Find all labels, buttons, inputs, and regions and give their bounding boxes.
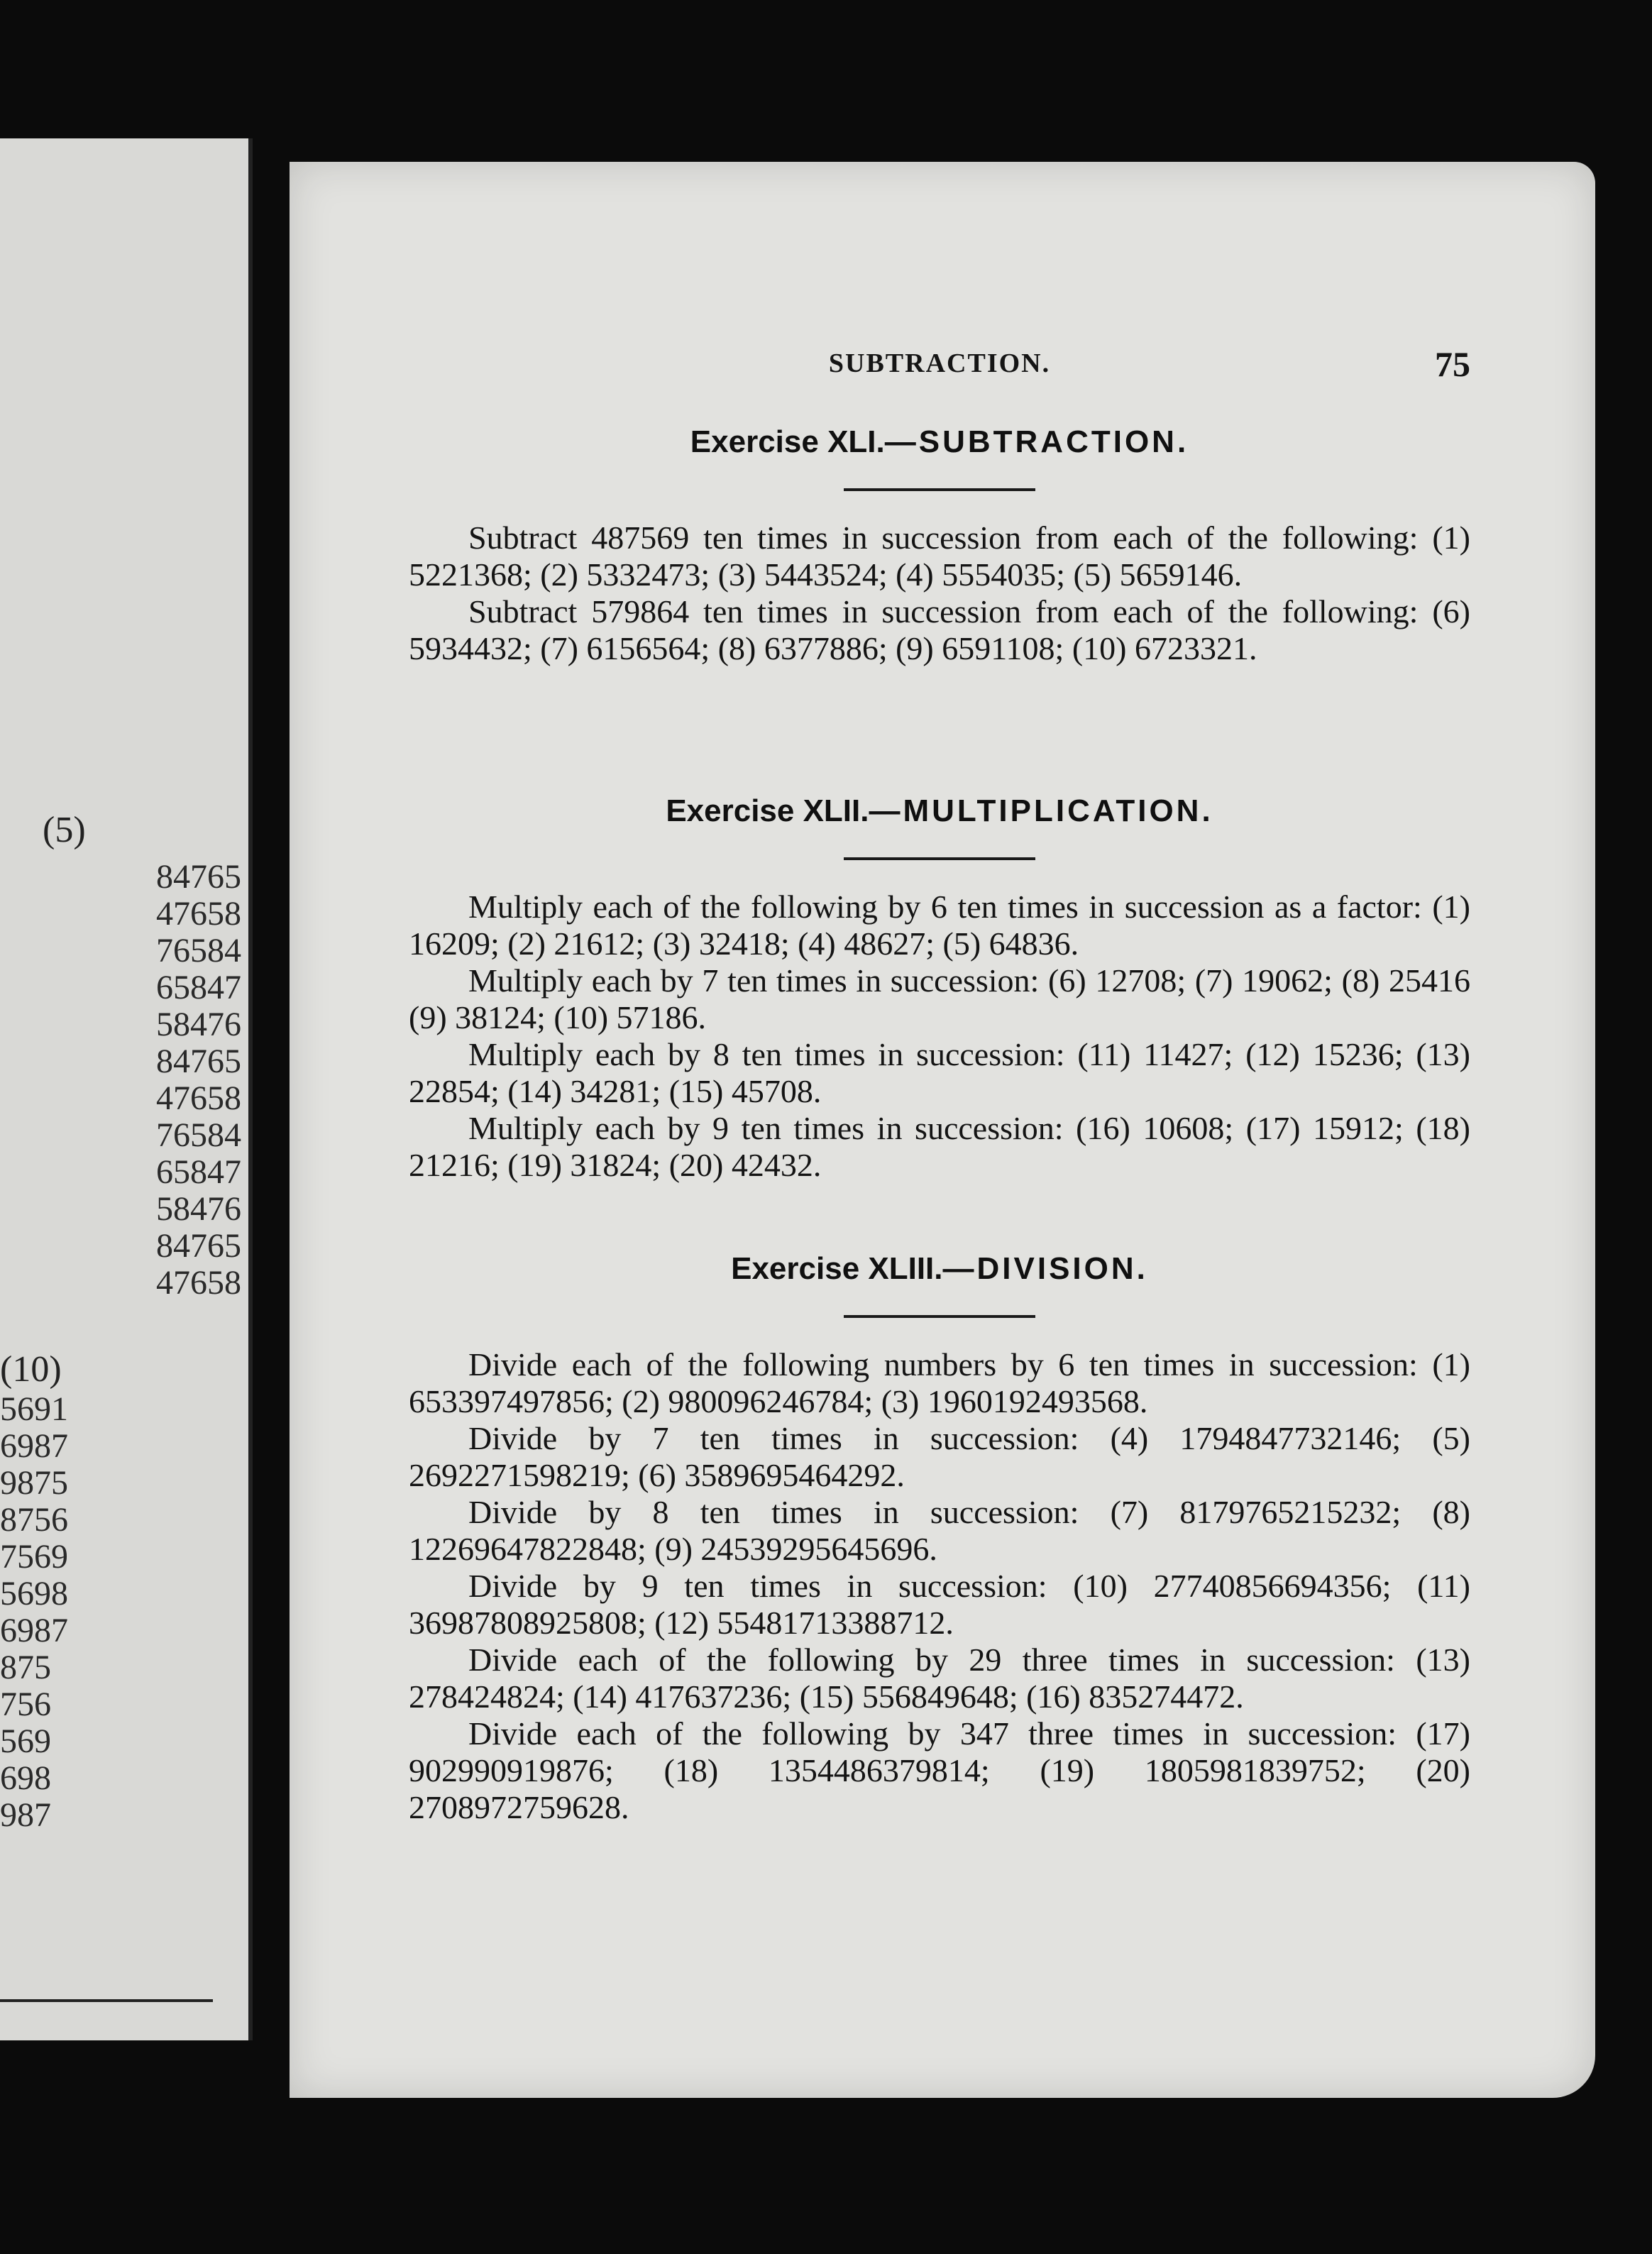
exercise-number: Exercise XLII. xyxy=(666,793,869,828)
exercise-topic: —MULTIPLICATION. xyxy=(869,793,1213,828)
column-value: 698 xyxy=(0,1759,51,1797)
exercise-title xyxy=(409,793,1470,829)
column-value: 65847 xyxy=(156,969,241,1006)
column-value: 9875 xyxy=(0,1464,68,1502)
exercise-number: Exercise XLI. xyxy=(690,424,885,459)
exercise-title xyxy=(409,1251,1470,1287)
exercise-paragraph: Multiply each by 7 ten times in succession: (6) 12708; (7) 19062; (8) 25416 (9) 38124; (10) 57186. xyxy=(409,962,1470,1035)
exercise-paragraph: Subtract 579864 ten times in succession from each of the following: (6) 5934432; (7) 6156564; (8) 6377886; (9) 6591108; (10) 6723321. xyxy=(409,593,1470,666)
column-rule xyxy=(0,1999,213,2002)
column-value: 84765 xyxy=(156,858,241,896)
running-title: SUBTRACTION. xyxy=(828,348,1051,378)
column-value: 84765 xyxy=(156,1043,241,1080)
exercise-title xyxy=(409,424,1470,460)
exercise-paragraph: Divide by 9 ten times in succession: (10) 27740856694356; (11) 36987808925808; (12) 55481713388712. xyxy=(409,1568,1470,1641)
column-value: 47658 xyxy=(156,895,241,933)
column-value: 58476 xyxy=(156,1006,241,1043)
exercise-paragraph: Subtract 487569 ten times in succession from each of the following: (1) 5221368; (2) 5332473; (3) 5443524; (4) 5554035; (5) 5659146. xyxy=(409,519,1470,593)
running-head xyxy=(409,344,1470,390)
column-label-5: (5) xyxy=(43,810,86,850)
column-value: 84765 xyxy=(156,1227,241,1265)
column-value: 6987 xyxy=(0,1427,68,1465)
exercise-paragraph: Multiply each by 8 ten times in succession: (11) 11427; (12) 15236; (13) 22854; (14) 34281; (15) 45708. xyxy=(409,1036,1470,1109)
exercise-body xyxy=(409,519,1470,667)
column-value: 65847 xyxy=(156,1153,241,1191)
exercise-body xyxy=(409,1346,1470,1826)
column-value: 5698 xyxy=(0,1575,68,1612)
number-column-bottom xyxy=(0,1391,241,1834)
book-page xyxy=(290,162,1595,2098)
exercise-paragraph: Divide each of the following by 347 three times in succession: (17) 902990919876; (18) 1354486379814; (19) 1805981839752; (20) 2708972759628. xyxy=(409,1715,1470,1825)
page-number: 75 xyxy=(1435,344,1470,384)
exercise-paragraph: Divide each of the following numbers by 6 ten times in succession: (1) 653397497856; (2) 980096246784; (3) 1960192493568. xyxy=(409,1346,1470,1419)
column-value: 756 xyxy=(0,1686,51,1723)
column-value: 987 xyxy=(0,1796,51,1834)
exercise-topic: —DIVISION. xyxy=(942,1251,1148,1286)
exercise-paragraph: Divide by 7 ten times in succession: (4) 1794847732146; (5) 2692271598219; (6) 3589695464292. xyxy=(409,1420,1470,1493)
column-value: 76584 xyxy=(156,932,241,969)
column-value: 47658 xyxy=(156,1264,241,1302)
column-value: 58476 xyxy=(156,1190,241,1228)
column-value: 76584 xyxy=(156,1116,241,1154)
title-rule xyxy=(844,857,1035,860)
exercise-topic: —SUBTRACTION. xyxy=(884,424,1189,459)
column-value: 875 xyxy=(0,1649,51,1686)
column-value: 6987 xyxy=(0,1612,68,1649)
exercise-paragraph: Divide each of the following by 29 three times in succession: (13) 278424824; (14) 417637236; (15) 556849648; (16) 835274472. xyxy=(409,1642,1470,1715)
exercise-paragraph: Multiply each of the following by 6 ten times in succession as a factor: (1) 16209; (2) 21612; (3) 32418; (4) 48627; (5) 64836. xyxy=(409,889,1470,962)
column-value: 5691 xyxy=(0,1390,68,1428)
exercise-number: Exercise XLIII. xyxy=(731,1251,943,1286)
column-value: 8756 xyxy=(0,1501,68,1539)
title-rule xyxy=(844,488,1035,491)
column-value: 569 xyxy=(0,1722,51,1760)
exercise-paragraph: Divide by 8 ten times in succession: (7) 8179765215232; (8) 12269647822848; (9) 24539295645696. xyxy=(409,1494,1470,1567)
title-rule xyxy=(844,1315,1035,1318)
column-value: 7569 xyxy=(0,1538,68,1576)
exercise-paragraph: Multiply each by 9 ten times in succession: (16) 10608; (17) 15912; (18) 21216; (19) 31824; (20) 42432. xyxy=(409,1110,1470,1183)
exercise-41 xyxy=(409,424,1470,667)
number-column-top xyxy=(0,859,241,1302)
column-value: 47658 xyxy=(156,1079,241,1117)
column-label-10: (10) xyxy=(0,1349,62,1390)
exercise-43 xyxy=(409,1251,1470,1826)
exercise-42 xyxy=(409,793,1470,1184)
exercise-body xyxy=(409,889,1470,1184)
previous-page-fragment xyxy=(0,138,253,2040)
